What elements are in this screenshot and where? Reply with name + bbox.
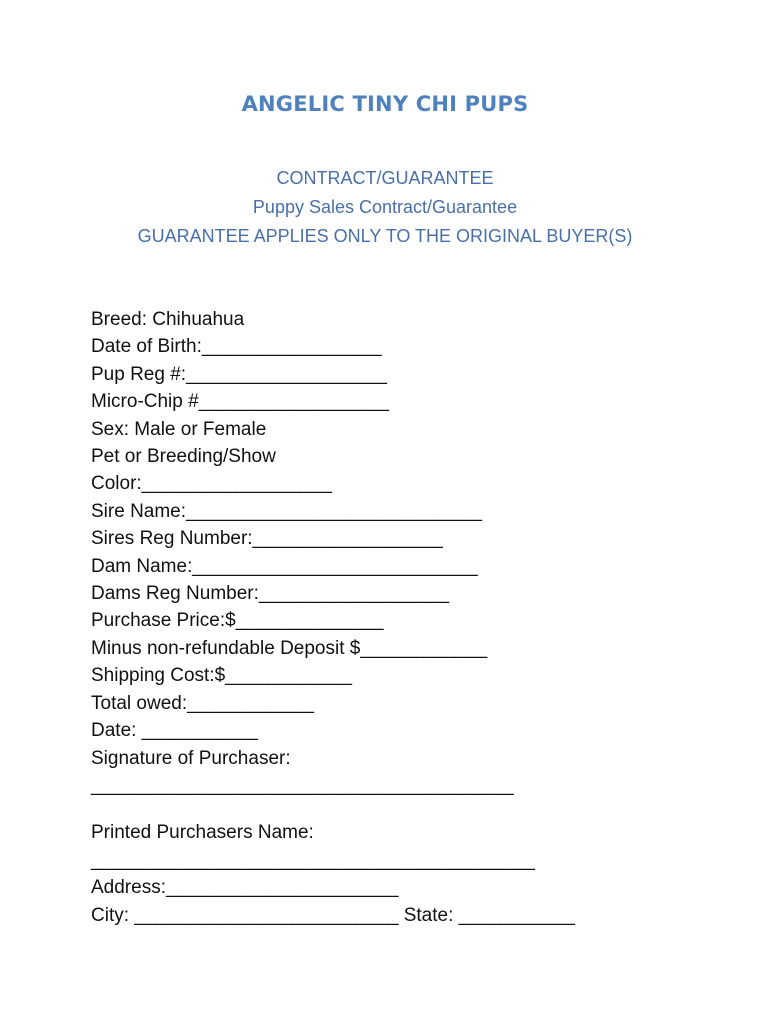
date-field[interactable]: Date: ___________ — [91, 720, 258, 742]
contract-heading: CONTRACT/GUARANTEE — [276, 168, 494, 188]
dam-name-field[interactable]: Dam Name:___________________________ — [91, 555, 478, 577]
sires-reg-number-field[interactable]: Sires Reg Number:__________________ — [91, 528, 443, 550]
color-field[interactable]: Color:__________________ — [91, 473, 332, 495]
date-of-birth-field[interactable]: Date of Birth:_________________ — [91, 336, 382, 358]
micro-chip-field[interactable]: Micro-Chip #__________________ — [91, 391, 389, 413]
shipping-cost-field[interactable]: Shipping Cost:$____________ — [91, 665, 352, 687]
contract-fields — [91, 306, 751, 929]
printed-name-line[interactable]: __________________________________________ — [91, 849, 535, 871]
contract-subtitle: Puppy Sales Contract/Guarantee — [252, 197, 518, 217]
signature-line[interactable]: ________________________________________ — [91, 774, 514, 796]
guarantee-notice: GUARANTEE APPLIES ONLY TO THE ORIGINAL BUYER(S) — [137, 226, 633, 246]
deposit-field[interactable]: Minus non-refundable Deposit $____________ — [91, 637, 488, 659]
sire-name-field[interactable]: Sire Name:____________________________ — [91, 500, 482, 522]
purchase-price-field[interactable]: Purchase Price:$______________ — [91, 610, 384, 632]
pet-or-breeding-field: Pet or Breeding/Show — [91, 446, 276, 468]
pup-reg-field[interactable]: Pup Reg #:___________________ — [91, 363, 387, 385]
printed-name-label: Printed Purchasers Name: — [91, 822, 314, 844]
document-title: ANGELIC TINY CHI PUPS — [241, 92, 529, 116]
total-owed-field[interactable]: Total owed:____________ — [91, 692, 314, 714]
dams-reg-number-field[interactable]: Dams Reg Number:__________________ — [91, 583, 450, 605]
breed-field: Breed: Chihuahua — [91, 309, 245, 330]
sex-field: Sex: Male or Female — [91, 418, 267, 440]
signature-label: Signature of Purchaser: — [91, 747, 291, 769]
section-spacer — [91, 799, 751, 819]
city-state-field[interactable]: City: _________________________ State: ___________ — [91, 904, 575, 926]
address-field[interactable]: Address:______________________ — [91, 877, 399, 899]
